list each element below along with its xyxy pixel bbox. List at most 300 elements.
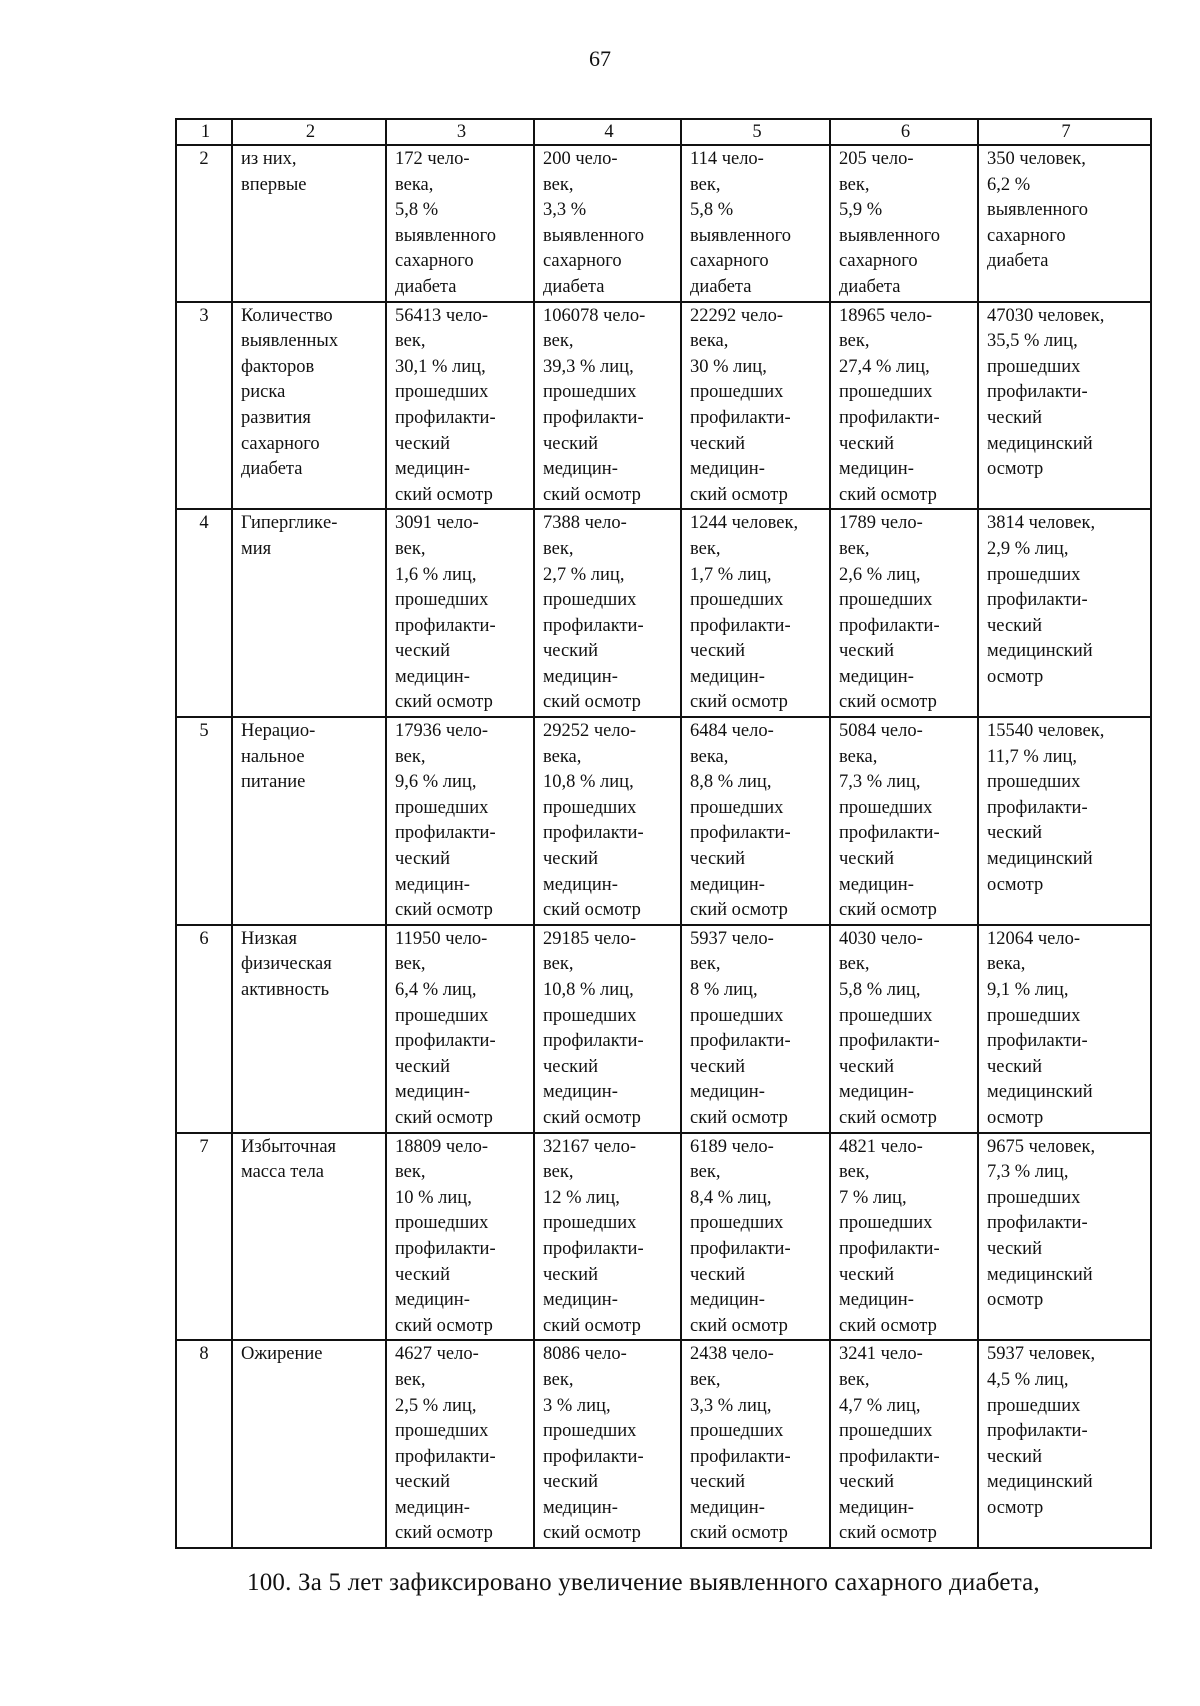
cell-line: диабета — [543, 276, 605, 297]
cell-line: медицинский — [987, 433, 1093, 454]
cell-line: 12 % лиц, — [543, 1187, 620, 1208]
cell-line: медицин- — [839, 1290, 914, 1311]
row-label — [232, 1133, 386, 1341]
cell-line: профилакти- — [690, 1238, 791, 1259]
column-header: 3 — [386, 119, 534, 145]
cell-line: ческий — [839, 1056, 894, 1077]
cell-line: ческий — [839, 641, 894, 662]
cell-line: век, — [395, 538, 426, 559]
cell-line: прошедших — [690, 797, 784, 818]
cell-line: 3,3 % — [543, 200, 587, 221]
cell-line: осмотр — [987, 1107, 1044, 1128]
cell-line: 22292 чело- — [690, 305, 784, 326]
cell-line: ский осмотр — [543, 1315, 641, 1336]
cell-line: век, — [543, 331, 574, 352]
cell-line: медицин- — [543, 874, 618, 895]
table-cell — [978, 145, 1151, 302]
cell-line: ский осмотр — [690, 484, 788, 505]
cell-line: 9,1 % лиц, — [987, 980, 1069, 1000]
cell-line: диабета — [987, 251, 1049, 272]
cell-line: медицинский — [987, 1082, 1093, 1103]
table-cell — [978, 1340, 1151, 1548]
cell-line: медицинский — [987, 641, 1093, 662]
cell-line: выявленного — [839, 225, 941, 246]
cell-line: 29185 чело- — [543, 928, 637, 949]
cell-line: 200 чело- — [543, 149, 618, 169]
cell-line: 30 % лиц, — [690, 356, 767, 377]
cell-line: 27,4 % лиц, — [839, 356, 930, 377]
cell-line: 3814 человек, — [987, 513, 1096, 534]
cell-line: 4627 чело- — [395, 1344, 479, 1365]
table-cell — [978, 302, 1151, 510]
cell-line: ческий — [543, 433, 598, 454]
cell-line: медицинский — [987, 849, 1093, 870]
cell-line: ческий — [395, 1264, 450, 1285]
cell-line: сахарного — [543, 251, 622, 272]
cell-line: 30,1 % лиц, — [395, 356, 486, 377]
cell-line: медицин- — [543, 666, 618, 687]
table-cell — [830, 145, 978, 302]
cell-line: медицин- — [543, 459, 618, 480]
cell-line: 7,3 % лиц, — [839, 772, 921, 793]
table-cell — [534, 1340, 681, 1548]
cell-line: прошедших — [987, 772, 1081, 793]
column-header: 7 — [978, 119, 1151, 145]
table-cell — [386, 1133, 534, 1341]
cell-line: сахарного — [690, 251, 769, 272]
cell-line: века, — [395, 174, 434, 195]
cell-line: 3241 чело- — [839, 1344, 923, 1365]
cell-line: сахарного — [395, 251, 474, 272]
cell-line: прошедших — [543, 382, 637, 403]
cell-line: прошедших — [987, 1005, 1081, 1026]
cell-line: 2,5 % лиц, — [395, 1395, 477, 1416]
table-row — [176, 302, 1151, 510]
cell-line: 350 человек, — [987, 149, 1086, 169]
cell-line: 8,4 % лиц, — [690, 1187, 772, 1208]
cell-line: ский осмотр — [395, 1107, 493, 1128]
cell-line: 10,8 % лиц, — [543, 772, 634, 793]
cell-line: 3,3 % лиц, — [690, 1395, 772, 1416]
table-row — [176, 1133, 1151, 1341]
cell-line: ский осмотр — [839, 692, 937, 713]
cell-line: 32167 чело- — [543, 1136, 637, 1157]
cell-line: прошедших — [395, 382, 489, 403]
row-label-line: Гипергликe- — [241, 513, 338, 534]
cell-line: прошедших — [395, 1005, 489, 1026]
cell-line: медицин- — [839, 459, 914, 480]
cell-line: выявленного — [987, 200, 1089, 221]
cell-line: ческий — [395, 433, 450, 454]
cell-line: профилакти- — [543, 1031, 644, 1052]
cell-line: 7388 чело- — [543, 513, 627, 534]
table-body — [176, 145, 1151, 1548]
cell-line: 5,8 % — [395, 200, 439, 221]
cell-line: медицин- — [690, 1082, 765, 1103]
cell-line: 5,8 % лиц, — [839, 980, 921, 1000]
cell-line: осмотр — [987, 1290, 1044, 1311]
cell-line: прошедших — [543, 797, 637, 818]
cell-line: медицин- — [839, 1082, 914, 1103]
cell-line: 4821 чело- — [839, 1136, 923, 1157]
cell-line: 5937 человек, — [987, 1344, 1096, 1365]
table-row — [176, 509, 1151, 717]
cell-line: профилакти- — [395, 1031, 496, 1052]
cell-line: век, — [690, 1162, 721, 1183]
cell-line: века, — [690, 746, 729, 767]
column-header: 6 — [830, 119, 978, 145]
column-header: 1 — [176, 119, 232, 145]
cell-line: профилакти- — [987, 1031, 1088, 1052]
cell-line: профилакти- — [987, 797, 1088, 818]
row-label-line: впервые — [241, 174, 307, 195]
column-header: 2 — [232, 119, 386, 145]
column-header: 5 — [681, 119, 830, 145]
cell-line: ческий — [839, 1264, 894, 1285]
table-row — [176, 145, 1151, 302]
cell-line: 2438 чело- — [690, 1344, 774, 1365]
cell-line: 8 % лиц, — [690, 980, 758, 1000]
cell-line: прошедших — [839, 1213, 933, 1234]
row-label-line: Количество — [241, 305, 333, 326]
cell-line: ческий — [987, 823, 1042, 844]
cell-line: профилакти- — [987, 590, 1088, 611]
cell-line: диабета — [839, 276, 901, 297]
cell-line: 4030 чело- — [839, 928, 923, 949]
cell-line: выявленного — [395, 225, 497, 246]
cell-line: 5,9 % — [839, 200, 883, 221]
cell-line: 17936 чело- — [395, 721, 489, 742]
row-label-line: выявленных — [241, 331, 339, 352]
row-label-line: питание — [241, 772, 306, 793]
cell-line: профилакти- — [395, 1446, 496, 1467]
cell-line: медицин- — [690, 1290, 765, 1311]
cell-line: ческий — [839, 433, 894, 454]
row-label-line: развития — [241, 407, 311, 428]
table-cell — [386, 1340, 534, 1548]
cell-line: век, — [543, 1162, 574, 1183]
cell-line: век, — [543, 174, 574, 195]
table-cell — [534, 145, 681, 302]
cell-line: сахарного — [839, 251, 918, 272]
cell-line: профилакти- — [987, 1213, 1088, 1234]
cell-line: прошедших — [987, 1187, 1081, 1208]
cell-line: осмотр — [987, 1497, 1044, 1518]
cell-line: прошедших — [395, 1213, 489, 1234]
cell-line: 12064 чело- — [987, 928, 1081, 949]
cell-line: век, — [839, 331, 870, 352]
cell-line: 5084 чело- — [839, 721, 923, 742]
cell-line: профилакти- — [839, 1031, 940, 1052]
cell-line: 1789 чело- — [839, 513, 923, 534]
cell-line: прошедших — [839, 1005, 933, 1026]
column-header: 4 — [534, 119, 681, 145]
cell-line: 15540 человек, — [987, 721, 1105, 742]
cell-line: 10 % лиц, — [395, 1187, 472, 1208]
cell-line: ский осмотр — [395, 692, 493, 713]
cell-line: ский осмотр — [839, 900, 937, 921]
header-row — [176, 119, 1151, 145]
cell-line: 2,7 % лиц, — [543, 564, 625, 585]
cell-line: профилакти- — [839, 407, 940, 428]
cell-line: профилакти- — [987, 382, 1088, 403]
cell-line: ский осмотр — [395, 1523, 493, 1544]
cell-line: 18965 чело- — [839, 305, 933, 326]
cell-line: 4,7 % лиц, — [839, 1395, 921, 1416]
cell-line: прошедших — [839, 590, 933, 611]
cell-line: век, — [395, 1162, 426, 1183]
cell-line: прошедших — [543, 1005, 637, 1026]
cell-line: ский осмотр — [543, 1523, 641, 1544]
cell-line: ский осмотр — [395, 484, 493, 505]
table-cell — [978, 717, 1151, 925]
row-number: 4 — [176, 509, 232, 717]
cell-line: медицин- — [395, 666, 470, 687]
cell-line: век, — [690, 1369, 721, 1390]
table-cell — [386, 145, 534, 302]
table-cell — [978, 925, 1151, 1133]
cell-line: медицин- — [839, 874, 914, 895]
cell-line: ческий — [690, 1056, 745, 1077]
cell-line: 8,8 % лиц, — [690, 772, 772, 793]
cell-line: век, — [395, 1369, 426, 1390]
cell-line: 6,2 % — [987, 174, 1031, 195]
cell-line: профилакти- — [543, 615, 644, 636]
cell-line: сахарного — [987, 225, 1066, 246]
cell-line: 3 % лиц, — [543, 1395, 611, 1416]
cell-line: ческий — [839, 1472, 894, 1493]
table-cell — [534, 717, 681, 925]
cell-line: профилакти- — [543, 1446, 644, 1467]
cell-line: медицинский — [987, 1472, 1093, 1493]
row-label — [232, 509, 386, 717]
cell-line: медицин- — [395, 874, 470, 895]
cell-line: профилакти- — [690, 615, 791, 636]
cell-line: профилакти- — [690, 1446, 791, 1467]
data-table — [175, 118, 1152, 1549]
cell-line: 6189 чело- — [690, 1136, 774, 1157]
cell-line: ческий — [543, 1056, 598, 1077]
table-cell — [386, 509, 534, 717]
table-cell — [830, 925, 978, 1133]
cell-line: 5,8 % — [690, 200, 734, 221]
row-label-line: Низкая — [241, 928, 297, 949]
cell-line: прошедших — [690, 1421, 784, 1442]
cell-line: век, — [395, 954, 426, 975]
row-number: 5 — [176, 717, 232, 925]
table-cell — [830, 717, 978, 925]
cell-line: ческий — [543, 641, 598, 662]
cell-line: прошедших — [987, 564, 1081, 585]
cell-line: профилакти- — [987, 1421, 1088, 1442]
cell-line: 11,7 % лиц, — [987, 746, 1078, 767]
cell-line: века, — [543, 746, 582, 767]
cell-line: 6,4 % лиц, — [395, 980, 477, 1000]
cell-line: ский осмотр — [839, 1523, 937, 1544]
cell-line: профилакти- — [543, 1238, 644, 1259]
table-cell — [978, 509, 1151, 717]
cell-line: 1,6 % лиц, — [395, 564, 477, 585]
cell-line: выявленного — [690, 225, 792, 246]
cell-line: прошедших — [395, 1421, 489, 1442]
cell-line: 8086 чело- — [543, 1344, 627, 1365]
cell-line: 3091 чело- — [395, 513, 479, 534]
cell-line: медицин- — [839, 1497, 914, 1518]
cell-line: 10,8 % лиц, — [543, 980, 634, 1000]
table-cell — [681, 717, 830, 925]
cell-line: ческий — [690, 849, 745, 870]
cell-line: прошедших — [543, 1421, 637, 1442]
cell-line: прошедших — [987, 356, 1081, 377]
cell-line: медицин- — [543, 1082, 618, 1103]
cell-line: профилакти- — [395, 407, 496, 428]
cell-line: медицин- — [690, 874, 765, 895]
cell-line: века, — [690, 331, 729, 352]
cell-line: век, — [543, 1369, 574, 1390]
cell-line: 2,6 % лиц, — [839, 564, 921, 585]
table-row — [176, 1340, 1151, 1548]
table-cell — [681, 925, 830, 1133]
table-cell — [830, 302, 978, 510]
cell-line: медицин- — [395, 1082, 470, 1103]
cell-line: 205 чело- — [839, 149, 914, 169]
cell-line: ческий — [543, 1264, 598, 1285]
row-label-line: риска — [241, 382, 286, 403]
table-cell — [534, 302, 681, 510]
cell-line: прошедших — [839, 1421, 933, 1442]
table-row — [176, 925, 1151, 1133]
cell-line: диабета — [395, 276, 457, 297]
cell-line: профилакти- — [543, 823, 644, 844]
cell-line: медицин- — [690, 666, 765, 687]
cell-line: профилакти- — [395, 823, 496, 844]
body-paragraph: 100. За 5 лет зафиксировано увеличение выявленного сахарного диабета, — [247, 1569, 1040, 1596]
cell-line: прошедших — [395, 797, 489, 818]
cell-line: ский осмотр — [395, 900, 493, 921]
cell-line: 172 чело- — [395, 149, 470, 169]
cell-line: ческий — [987, 615, 1042, 636]
cell-line: ческий — [543, 1472, 598, 1493]
cell-line: прошедших — [839, 382, 933, 403]
cell-line: прошедших — [395, 590, 489, 611]
cell-line: медицин- — [543, 1290, 618, 1311]
cell-line: профилакти- — [690, 407, 791, 428]
row-label-line: сахарного — [241, 433, 320, 454]
table-cell — [534, 509, 681, 717]
cell-line: ский осмотр — [543, 484, 641, 505]
cell-line: ский осмотр — [690, 692, 788, 713]
table-cell — [681, 302, 830, 510]
row-label-line: Нерацио- — [241, 721, 316, 742]
table-cell — [534, 1133, 681, 1341]
table-cell — [534, 925, 681, 1133]
cell-line: медицин- — [395, 459, 470, 480]
cell-line: ческий — [395, 1472, 450, 1493]
cell-line: ческий — [987, 1056, 1042, 1077]
cell-line: прошедших — [987, 1395, 1081, 1416]
row-label — [232, 717, 386, 925]
table-cell — [681, 1133, 830, 1341]
cell-line: профилакти- — [395, 615, 496, 636]
row-label-line: масса тела — [241, 1162, 325, 1183]
cell-line: век, — [839, 538, 870, 559]
page-number: 67 — [589, 46, 611, 71]
cell-line: 29252 чело- — [543, 721, 637, 742]
row-number: 8 — [176, 1340, 232, 1548]
cell-line: век, — [690, 954, 721, 975]
cell-line: диабета — [690, 276, 752, 297]
row-label-line: мия — [241, 538, 272, 559]
cell-line: век, — [839, 1162, 870, 1183]
cell-line: века, — [839, 746, 878, 767]
cell-line: ский осмотр — [690, 1315, 788, 1336]
row-label — [232, 1340, 386, 1548]
cell-line: ческий — [543, 849, 598, 870]
cell-line: 6484 чело- — [690, 721, 774, 742]
cell-line: профилакти- — [839, 823, 940, 844]
cell-line: ский осмотр — [395, 1315, 493, 1336]
table-cell — [830, 1133, 978, 1341]
cell-line: прошедших — [690, 382, 784, 403]
cell-line: ческий — [690, 433, 745, 454]
cell-line: медицин- — [395, 1290, 470, 1311]
cell-line: ский осмотр — [543, 1107, 641, 1128]
cell-line: ский осмотр — [690, 900, 788, 921]
cell-line: прошедших — [690, 1213, 784, 1234]
cell-line: медицин- — [839, 666, 914, 687]
cell-line: ческий — [987, 1238, 1042, 1259]
cell-line: век, — [839, 1369, 870, 1390]
cell-line: век, — [543, 538, 574, 559]
cell-line: ческий — [395, 1056, 450, 1077]
table-cell — [681, 1340, 830, 1548]
cell-line: прошедших — [839, 797, 933, 818]
cell-line: 1244 человек, — [690, 513, 799, 534]
row-label-line: из них, — [241, 149, 297, 169]
table-cell — [830, 1340, 978, 1548]
cell-line: века, — [987, 954, 1026, 975]
cell-line: век, — [690, 174, 721, 195]
row-label-line: активность — [241, 980, 330, 1000]
cell-line: прошедших — [690, 590, 784, 611]
cell-line: ский осмотр — [839, 484, 937, 505]
cell-line: 35,5 % лиц, — [987, 331, 1078, 352]
cell-line: профилакти- — [690, 823, 791, 844]
cell-line: ческий — [690, 641, 745, 662]
cell-line: профилакти- — [839, 1446, 940, 1467]
cell-line: прошедших — [543, 590, 637, 611]
table-cell — [681, 509, 830, 717]
cell-line: ческий — [987, 1446, 1042, 1467]
cell-line: профилакти- — [543, 407, 644, 428]
cell-line: ческий — [690, 1264, 745, 1285]
cell-line: медицин- — [395, 1497, 470, 1518]
row-label — [232, 145, 386, 302]
row-label-line: Ожирение — [241, 1344, 323, 1365]
cell-line: осмотр — [987, 459, 1044, 480]
cell-line: прошедших — [690, 1005, 784, 1026]
cell-line: профилакти- — [839, 1238, 940, 1259]
cell-line: медицинский — [987, 1264, 1093, 1285]
table-cell — [386, 302, 534, 510]
cell-line: ческий — [839, 849, 894, 870]
cell-line: ский осмотр — [690, 1523, 788, 1544]
cell-line: медицин- — [543, 1497, 618, 1518]
cell-line: осмотр — [987, 874, 1044, 895]
row-label-line: диабета — [241, 459, 303, 480]
row-number: 3 — [176, 302, 232, 510]
cell-line: 7 % лиц, — [839, 1187, 907, 1208]
